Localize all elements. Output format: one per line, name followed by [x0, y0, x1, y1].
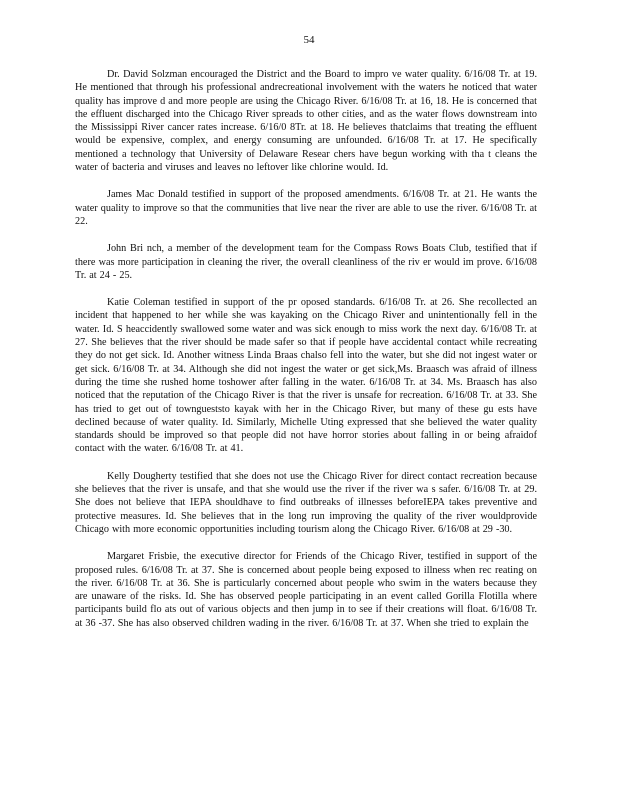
paragraph-macdonald: James Mac Donald testified in support of the proposed amendments. 6/16/08 Tr. at 21. He wants the water quality to improve so that the communities that live near the river are able to use the river. 6/16/08 Tr. at 22.	[75, 189, 537, 227]
paragraph-dougherty: Kelly Dougherty testified that she does not use the Chicago River for direct contact recreation because she believes that the river is unsafe, and that she would use the river if the river wa s safer. 6/16/08 Tr. at 29. She does not believe that IEPA shouldhave to find outbreaks of illnesses beforeIEPA takes preventive and protective measures. Id. She believes that in the long run improving the quality of the river wouldprovide Chicago with more economic opportunities including tourism along the Chicago River. 6/16/08 at 29 -30.	[75, 470, 537, 535]
paragraph-coleman: Katie Coleman testified in support of the pr oposed standards. 6/16/08 Tr. at 26. She recollected an incident that happened to her while she was kayaking on the Chicago River and unintentionally fell in the water. Id. S heaccidently swallowed some water and was sick enough to miss work the next day. 6/16/08 Tr. at 27. She believes that the river should be made safer so that if people have accidental contact while recreating they do not get sick. Id. Another witness Linda Braas chalso fell into the water, but she did not ingest water or get sick. 6/16/08 Tr. at 34. Although she did not ingest the water or get sick,Ms. Braasch was afraid of illness during the time she rushed home toshower after falling in the water. 6/16/08 Tr. at 34. Ms. Braasch has also noticed that the reputation of the Chicago River is that the river is unsafe for recreation. 6/16/08 Tr. at 33. She has tried to get out of towngueststo kayak with her in the Chicago River, but many of these gu ests have declined because of water quality. Id. Similarly, Michelle Uting expressed that she believed the water quality standards should be improved so that people did not have horror stories about falling in or being afraidof contact with the water. 6/16/08 Tr. at 41.	[75, 297, 537, 455]
body-text	[75, 68, 537, 644]
paragraph-solzman: Dr. David Solzman encouraged the District and the Board to impro ve water quality. 6/16/08 Tr. at 19. He mentioned that through his professional andrecreational involvement with the waters he noticed that water quality has improve d and more people are using the Chicago River. 6/16/08 Tr. at 16, 18. He is concerned that the effluent discharged into the Chicago River spreads to other cities, and as the water flows downstream into the Mississippi River cancer rates increase. 6/16/0 8Tr. at 18. He believes thatclaims that treating the effluent would be expensive, complex, and energy consuming are unfounded. 6/16/08 Tr. at 17. He specifically mentioned a technology that University of Delaware Resear chers have begun working with tha t cleans the water of bacteria and viruses and leaves no leftover like chlorine would. Id.	[75, 69, 537, 174]
paragraph-brinch: John Bri nch, a member of the development team for the Compass Rows Boats Club, testified that if there was more participation in cleaning the river, the overall cleanliness of the riv er would im prove. 6/16/08 Tr. at 24 - 25.	[75, 243, 537, 281]
paragraph-frisbie: Margaret Frisbie, the executive director for Friends of the Chicago River, testified in support of the proposed rules. 6/16/08 Tr. at 37. She is concerned about people being exposed to illness when rec reating on the river. 6/16/08 Tr. at 36. She is particularly concerned about people who swim in the waters because they are unaware of the risks. Id. She has observed people participating in an event called Gorilla Flotilla where participants build flo ats out of various objects and then jump in to see if their creations will float. 6/16/08 Tr. at 36 -37. She has also observed children wading in the river. 6/16/08 Tr. at 37. When she tried to explain the	[75, 551, 537, 629]
page-number: 54	[303, 34, 315, 46]
